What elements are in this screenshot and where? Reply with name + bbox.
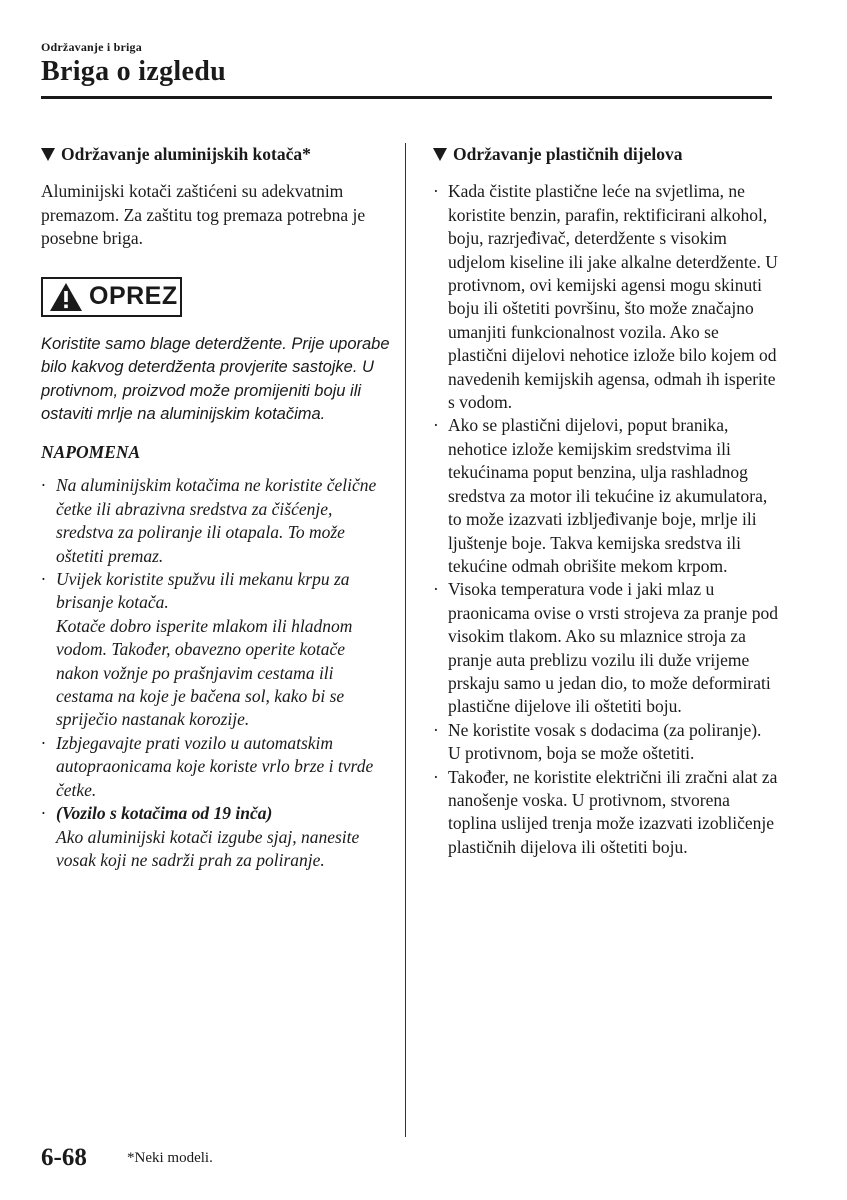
section-label: Održavanje i briga [41,40,142,54]
section-heading-text: Održavanje aluminijskih kotača* [61,144,311,164]
list-item: · Također, ne koristite električni ili zračni alat za nanošenje voska. U protivnom, stvorena toplina uslijed trenja može izazvati izobličenje plastičnih dijelova ili oštetiti boju. [433,766,778,860]
list-item: · Na aluminijskim kotačima ne koristite čelične četke ili abrazivna sredstva za čišćenje, sredstva za poliranje ili otapala. To može oštetiti premaz. [41,474,391,568]
header-rule [41,96,772,99]
left-column [41,143,391,872]
right-column [433,143,778,859]
caution-text: Koristite samo blage deterdžente. Prije uporabe bilo kakvog deterdženta provjerite sastojke. U protivnom, proizvod može promijeniti boju ili ostaviti mrlje na aluminijskim kotačima. [41,334,390,424]
triangle-down-icon [433,148,447,161]
warning-icon [49,282,83,312]
note-label: NAPOMENA [41,442,141,462]
section-heading-plastic [433,143,778,166]
list-item: · Ne koristite vosak s dodacima (za poliranje). U protivnom, boja se može oštetiti. [433,719,778,766]
list-item: · Visoka temperatura vode i jaki mlaz u praonicama ovise o vrsti strojeva za pranje pod visokim tlakom. Ako su mlaznice stroja za pranje auta preblizu vozilu ili duže vrijeme prskaju samo u jedan dio, to može deformirati plastične dijelove ili oštetiti boju. [433,578,778,718]
list-item: · Ako se plastični dijelovi, poput branika, nehotice izlože kemijskim sredstvima ili tekućinama poput benzina, ulja rashladnog sredstva za motor ili tekućine iz akumulatora, to može izazvati izbljeđivanje boje, mrlje ili ljuštenje boje. Takva kemijska sredstva ili tekućine odmah obrišite mekom krpom. [433,414,778,578]
section-heading-aluminium [41,143,391,166]
list-item: · Izbjegavajte prati vozilo u automatskim autopraonicama koje koriste vrlo brze i tvrde četke. [41,732,391,802]
list-item: · Uvijek koristite spužvu ili mekanu krpu za brisanje kotača. Kotače dobro isperite mlakom ili hladnom vodom. Također, obavezno operite kotače nakon vožnje po prašnjavim cestama ili cestama na koje je bačena sol, kako bi se spriječio nastanak korozije. [41,568,391,732]
page-number: 6-68 [41,1144,87,1171]
caution-box [41,277,182,317]
section-heading-text: Održavanje plastičnih dijelova [453,144,683,164]
list-item: · (Vozilo s kotačima od 19 inča) Ako aluminijski kotači izgube sjaj, nanesite vosak koji ne sadrži prah za poliranje. [41,802,391,872]
footnote: *Neki modeli. [127,1150,213,1166]
list-item: · Kada čistite plastične leće na svjetlima, ne koristite benzin, parafin, rektificirani alkohol, boju, razrjeđivač, deterdžente s visokim udjelom kiseline ili jake alkalne deterdžente. U protivnom, ovi kemijski agensi mogu skinuti boju ili oštetiti površinu, što može značajno umanjiti funkcionalnost vozila. Ako se plastični dijelovi nehotice izlože bilo kojem od navedenih kemijskih agensa, odmah ih isperite s vodom. [433,180,778,414]
note-list [41,474,391,872]
caution-label: OPREZ [89,281,178,310]
column-divider [405,143,406,1137]
page-title: Briga o izgledu [41,56,226,87]
intro-paragraph: Aluminijski kotači zaštićeni su adekvatnim premazom. Za zaštitu tog premaza potrebna je posebne briga. [41,181,366,249]
plastic-list [433,180,778,859]
triangle-down-icon [41,148,55,161]
